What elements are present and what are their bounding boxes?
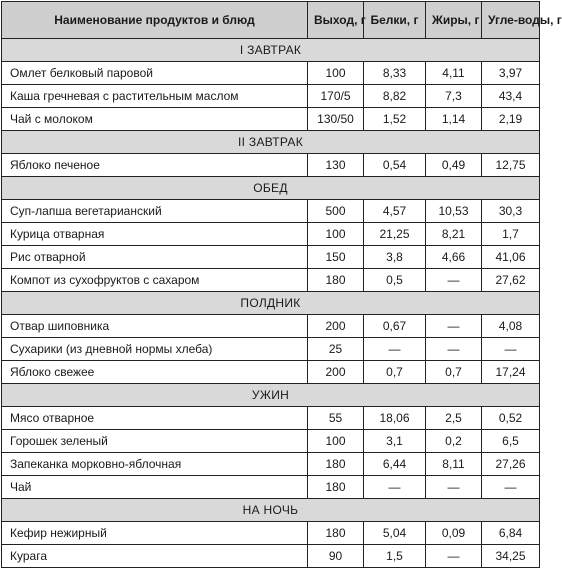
table-row — [2, 85, 540, 108]
header-name: Наименование продуктов и блюд — [2, 2, 308, 39]
table-row — [2, 315, 540, 338]
cell-name: Суп-лапша вегетарианский — [2, 200, 308, 223]
section-title: I ЗАВТРАК — [2, 39, 540, 62]
cell-carbs: 0,52 — [482, 407, 540, 430]
cell-name: Курага — [2, 545, 308, 568]
cell-name: Чай с молоком — [2, 108, 308, 131]
cell-protein: 3,1 — [364, 430, 426, 453]
section-row — [2, 39, 540, 62]
cell-protein: 1,5 — [364, 545, 426, 568]
cell-carbs: 43,4 — [482, 85, 540, 108]
cell-carbs: 2,19 — [482, 108, 540, 131]
cell-fat: 4,11 — [426, 62, 482, 85]
cell-carbs: 6,5 — [482, 430, 540, 453]
cell-fat: 0,7 — [426, 361, 482, 384]
header-row — [2, 2, 540, 39]
cell-yield: 130 — [308, 154, 364, 177]
cell-fat: 0,2 — [426, 430, 482, 453]
cell-fat: 1,14 — [426, 108, 482, 131]
table-header — [2, 2, 562, 39]
section-row — [2, 131, 540, 154]
cell-yield: 180 — [308, 522, 364, 545]
cell-name: Яблоко печеное — [2, 154, 308, 177]
cell-protein: 21,25 — [364, 223, 426, 246]
cell-yield: 200 — [308, 361, 364, 384]
cell-yield: 90 — [308, 545, 364, 568]
cell-protein: 18,06 — [364, 407, 426, 430]
cell-carbs: — — [482, 338, 540, 361]
section-row — [2, 292, 540, 315]
cell-yield: 130/50 — [308, 108, 364, 131]
cell-name: Яблоко свежее — [2, 361, 308, 384]
cell-carbs: 12,75 — [482, 154, 540, 177]
cell-name: Сухарики (из дневной нормы хлеба) — [2, 338, 308, 361]
section-title: ПОЛДНИК — [2, 292, 540, 315]
cell-carbs: 27,26 — [482, 453, 540, 476]
cell-name: Мясо отварное — [2, 407, 308, 430]
section-row — [2, 384, 540, 407]
cell-fat: 8,11 — [426, 453, 482, 476]
cell-name: Запеканка морковно-яблочная — [2, 453, 308, 476]
cell-name: Каша гречневая с растительным маслом — [2, 85, 308, 108]
section-title: НА НОЧЬ — [2, 499, 540, 522]
cell-protein: 0,5 — [364, 269, 426, 292]
nutrition-table — [1, 1, 562, 568]
cell-protein: — — [364, 338, 426, 361]
cell-carbs: 41,06 — [482, 246, 540, 269]
table-row — [2, 338, 540, 361]
table-row — [2, 108, 540, 131]
cell-name: Горошек зеленый — [2, 430, 308, 453]
cell-fat: — — [426, 315, 482, 338]
cell-yield: 180 — [308, 476, 364, 499]
cell-yield: 55 — [308, 407, 364, 430]
cell-fat: 10,53 — [426, 200, 482, 223]
cell-fat: — — [426, 476, 482, 499]
cell-protein: 8,33 — [364, 62, 426, 85]
cell-protein: 4,57 — [364, 200, 426, 223]
cell-name: Омлет белковый паровой — [2, 62, 308, 85]
section-title: II ЗАВТРАК — [2, 131, 540, 154]
cell-yield: 170/5 — [308, 85, 364, 108]
section-title: ОБЕД — [2, 177, 540, 200]
cell-carbs: 4,08 — [482, 315, 540, 338]
header-protein: Белки, г — [364, 2, 426, 39]
cell-yield: 100 — [308, 62, 364, 85]
table-row — [2, 430, 540, 453]
cell-fat: 0,09 — [426, 522, 482, 545]
cell-yield: 180 — [308, 269, 364, 292]
cell-name: Чай — [2, 476, 308, 499]
cell-yield: 25 — [308, 338, 364, 361]
cell-fat: 8,21 — [426, 223, 482, 246]
cell-fat: 0,49 — [426, 154, 482, 177]
cell-protein: — — [364, 476, 426, 499]
cell-fat: 7,3 — [426, 85, 482, 108]
table-row — [2, 361, 540, 384]
cell-carbs: 6,84 — [482, 522, 540, 545]
cell-protein: 0,67 — [364, 315, 426, 338]
cell-protein: 0,7 — [364, 361, 426, 384]
cell-yield: 180 — [308, 453, 364, 476]
cell-name: Курица отварная — [2, 223, 308, 246]
cell-protein: 0,54 — [364, 154, 426, 177]
cell-yield: 100 — [308, 223, 364, 246]
table-row — [2, 453, 540, 476]
table-row — [2, 62, 540, 85]
cell-carbs: — — [482, 476, 540, 499]
cell-name: Компот из сухофруктов с сахаром — [2, 269, 308, 292]
table-row — [2, 545, 540, 568]
cell-carbs: 34,25 — [482, 545, 540, 568]
cell-fat: 2,5 — [426, 407, 482, 430]
table-row — [2, 407, 540, 430]
cell-carbs: 27,62 — [482, 269, 540, 292]
cell-carbs: 3,97 — [482, 62, 540, 85]
cell-name: Рис отварной — [2, 246, 308, 269]
cell-carbs: 17,24 — [482, 361, 540, 384]
cell-protein: 3,8 — [364, 246, 426, 269]
table-row — [2, 269, 540, 292]
table-row — [2, 223, 540, 246]
section-title: УЖИН — [2, 384, 540, 407]
cell-yield: 150 — [308, 246, 364, 269]
cell-fat: — — [426, 545, 482, 568]
cell-protein: 8,82 — [364, 85, 426, 108]
cell-name: Кефир нежирный — [2, 522, 308, 545]
cell-name: Отвар шиповника — [2, 315, 308, 338]
cell-yield: 500 — [308, 200, 364, 223]
cell-carbs: 30,3 — [482, 200, 540, 223]
cell-yield: 200 — [308, 315, 364, 338]
cell-protein: 6,44 — [364, 453, 426, 476]
header-yield: Выход, г — [308, 2, 364, 39]
cell-fat: — — [426, 338, 482, 361]
header-fat: Жиры, г — [426, 2, 482, 39]
table-row — [2, 476, 540, 499]
header-carbs: Угле-воды, г — [482, 2, 540, 39]
cell-carbs: 1,7 — [482, 223, 540, 246]
cell-fat: 4,66 — [426, 246, 482, 269]
table-row — [2, 522, 540, 545]
cell-yield: 100 — [308, 430, 364, 453]
table-row — [2, 200, 540, 223]
table-row — [2, 246, 540, 269]
cell-fat: — — [426, 269, 482, 292]
cell-protein: 1,52 — [364, 108, 426, 131]
cell-protein: 5,04 — [364, 522, 426, 545]
table-body — [2, 39, 540, 568]
table-row — [2, 154, 540, 177]
section-row — [2, 499, 540, 522]
section-row — [2, 177, 540, 200]
